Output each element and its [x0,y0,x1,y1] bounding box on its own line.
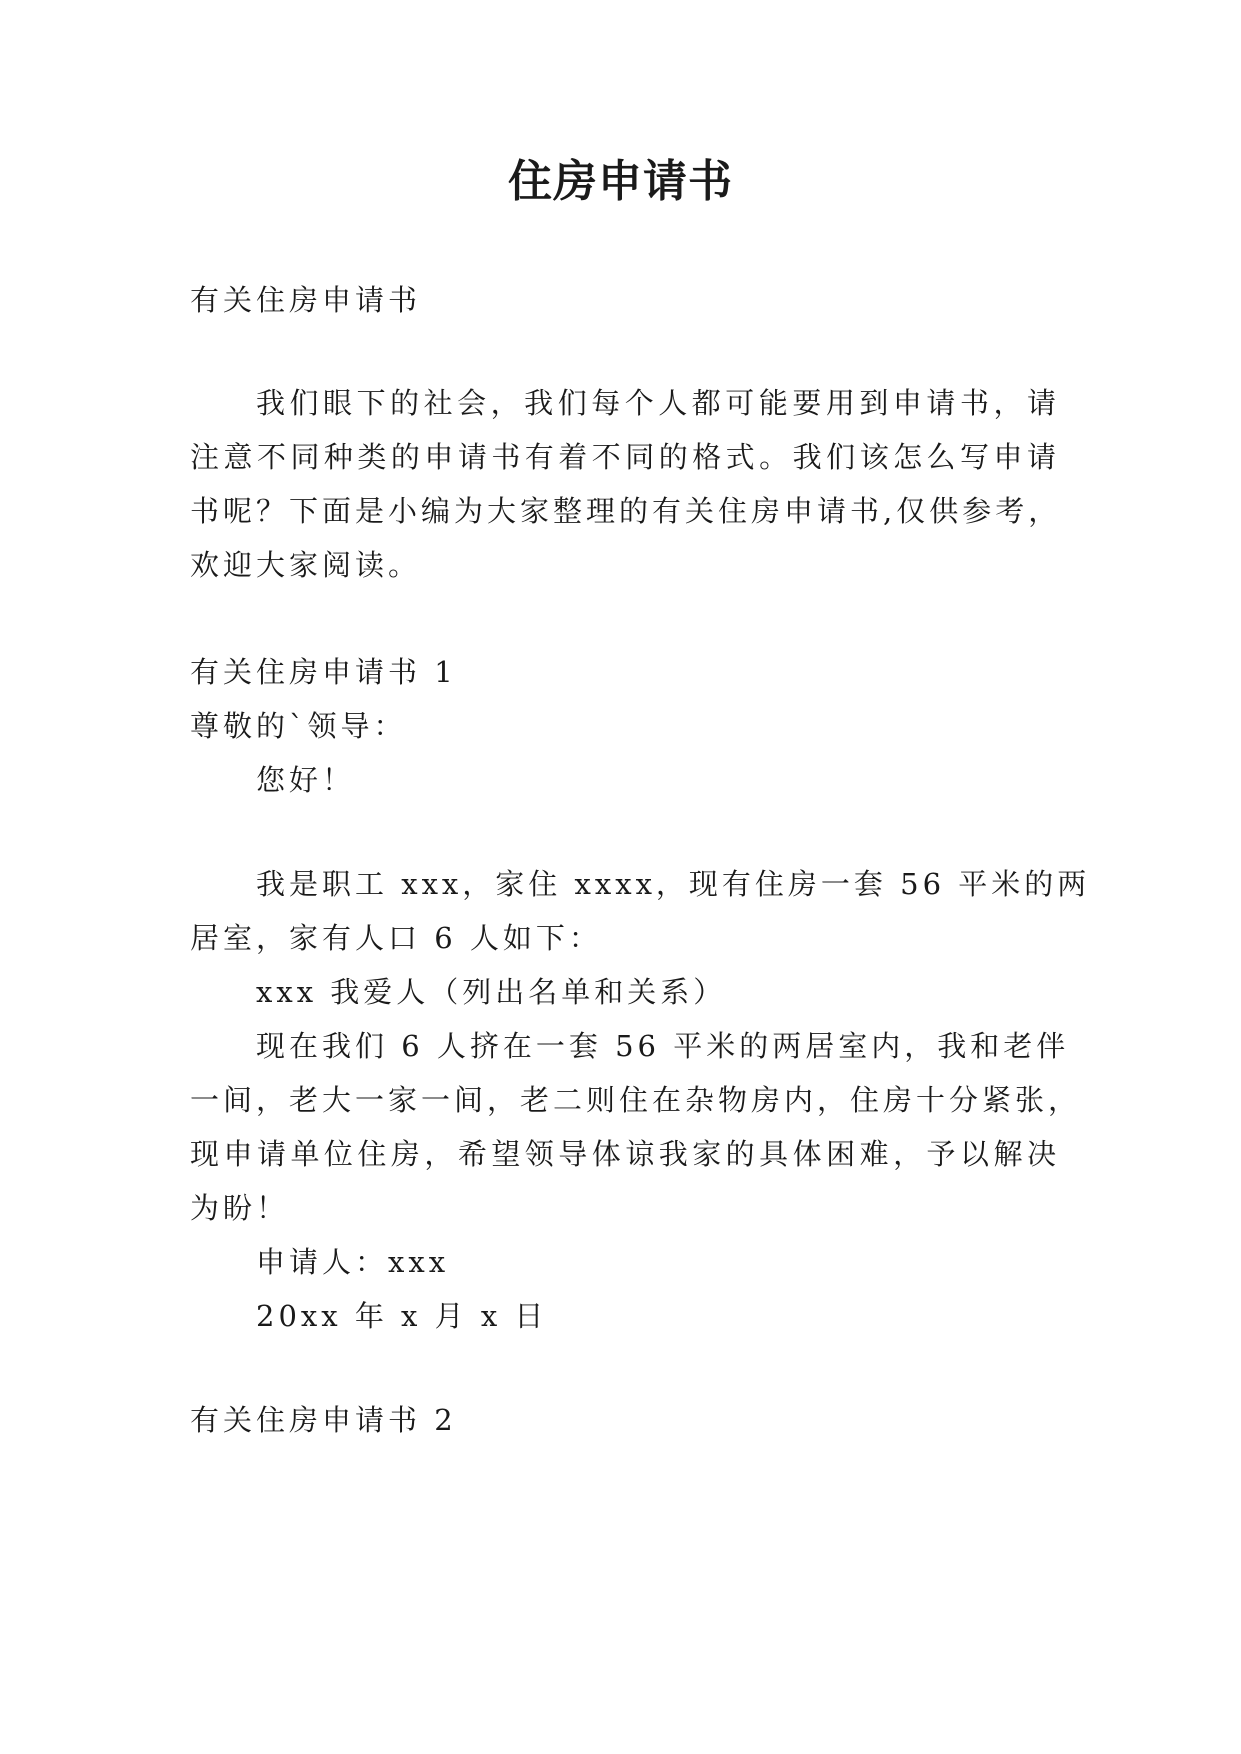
document-title: 住房申请书 [508,156,733,207]
intro-paragraph-line-3: 书呢？下面是小编为大家整理的有关住房申请书,仅供参考， [190,494,1062,528]
section-1-heading: 有关住房申请书 1 [190,655,457,689]
greeting: 您好！ [256,763,356,797]
body-paragraph-2-line-2: 一间，老大一家一间，老二则住在杂物房内，住房十分紧张， [190,1083,1082,1117]
intro-paragraph-line-4: 欢迎大家阅读。 [190,548,422,582]
signature-date: 20xx 年 x 月 x 日 [256,1299,548,1333]
body-paragraph-2-line-4: 为盼！ [190,1191,290,1225]
section-2-heading: 有关住房申请书 2 [190,1403,457,1437]
body-paragraph-1-line-1: 我是职工 xxx，家住 xxxx，现有住房一套 56 平米的两 [256,867,1091,901]
body-paragraph-2-line-1: 现在我们 6 人挤在一套 56 平米的两居室内，我和老伴 [256,1029,1070,1063]
intro-paragraph-line-1: 我们眼下的社会，我们每个人都可能要用到申请书，请 [256,386,1060,420]
salutation: 尊敬的`领导： [190,709,407,743]
body-paragraph-1-line-2: 居室，家有人口 6 人如下： [190,921,602,955]
body-paragraph-2-line-3: 现申请单位住房，希望领导体谅我家的具体困难，予以解决 [190,1137,1060,1171]
intro-heading: 有关住房申请书 [190,283,422,317]
family-list-line: xxx 我爱人（列出名单和关系） [256,975,727,1009]
applicant-signature: 申请人：xxx [256,1245,450,1279]
intro-paragraph-line-2: 注意不同种类的申请书有着不同的格式。我们该怎么写申请 [190,440,1060,474]
